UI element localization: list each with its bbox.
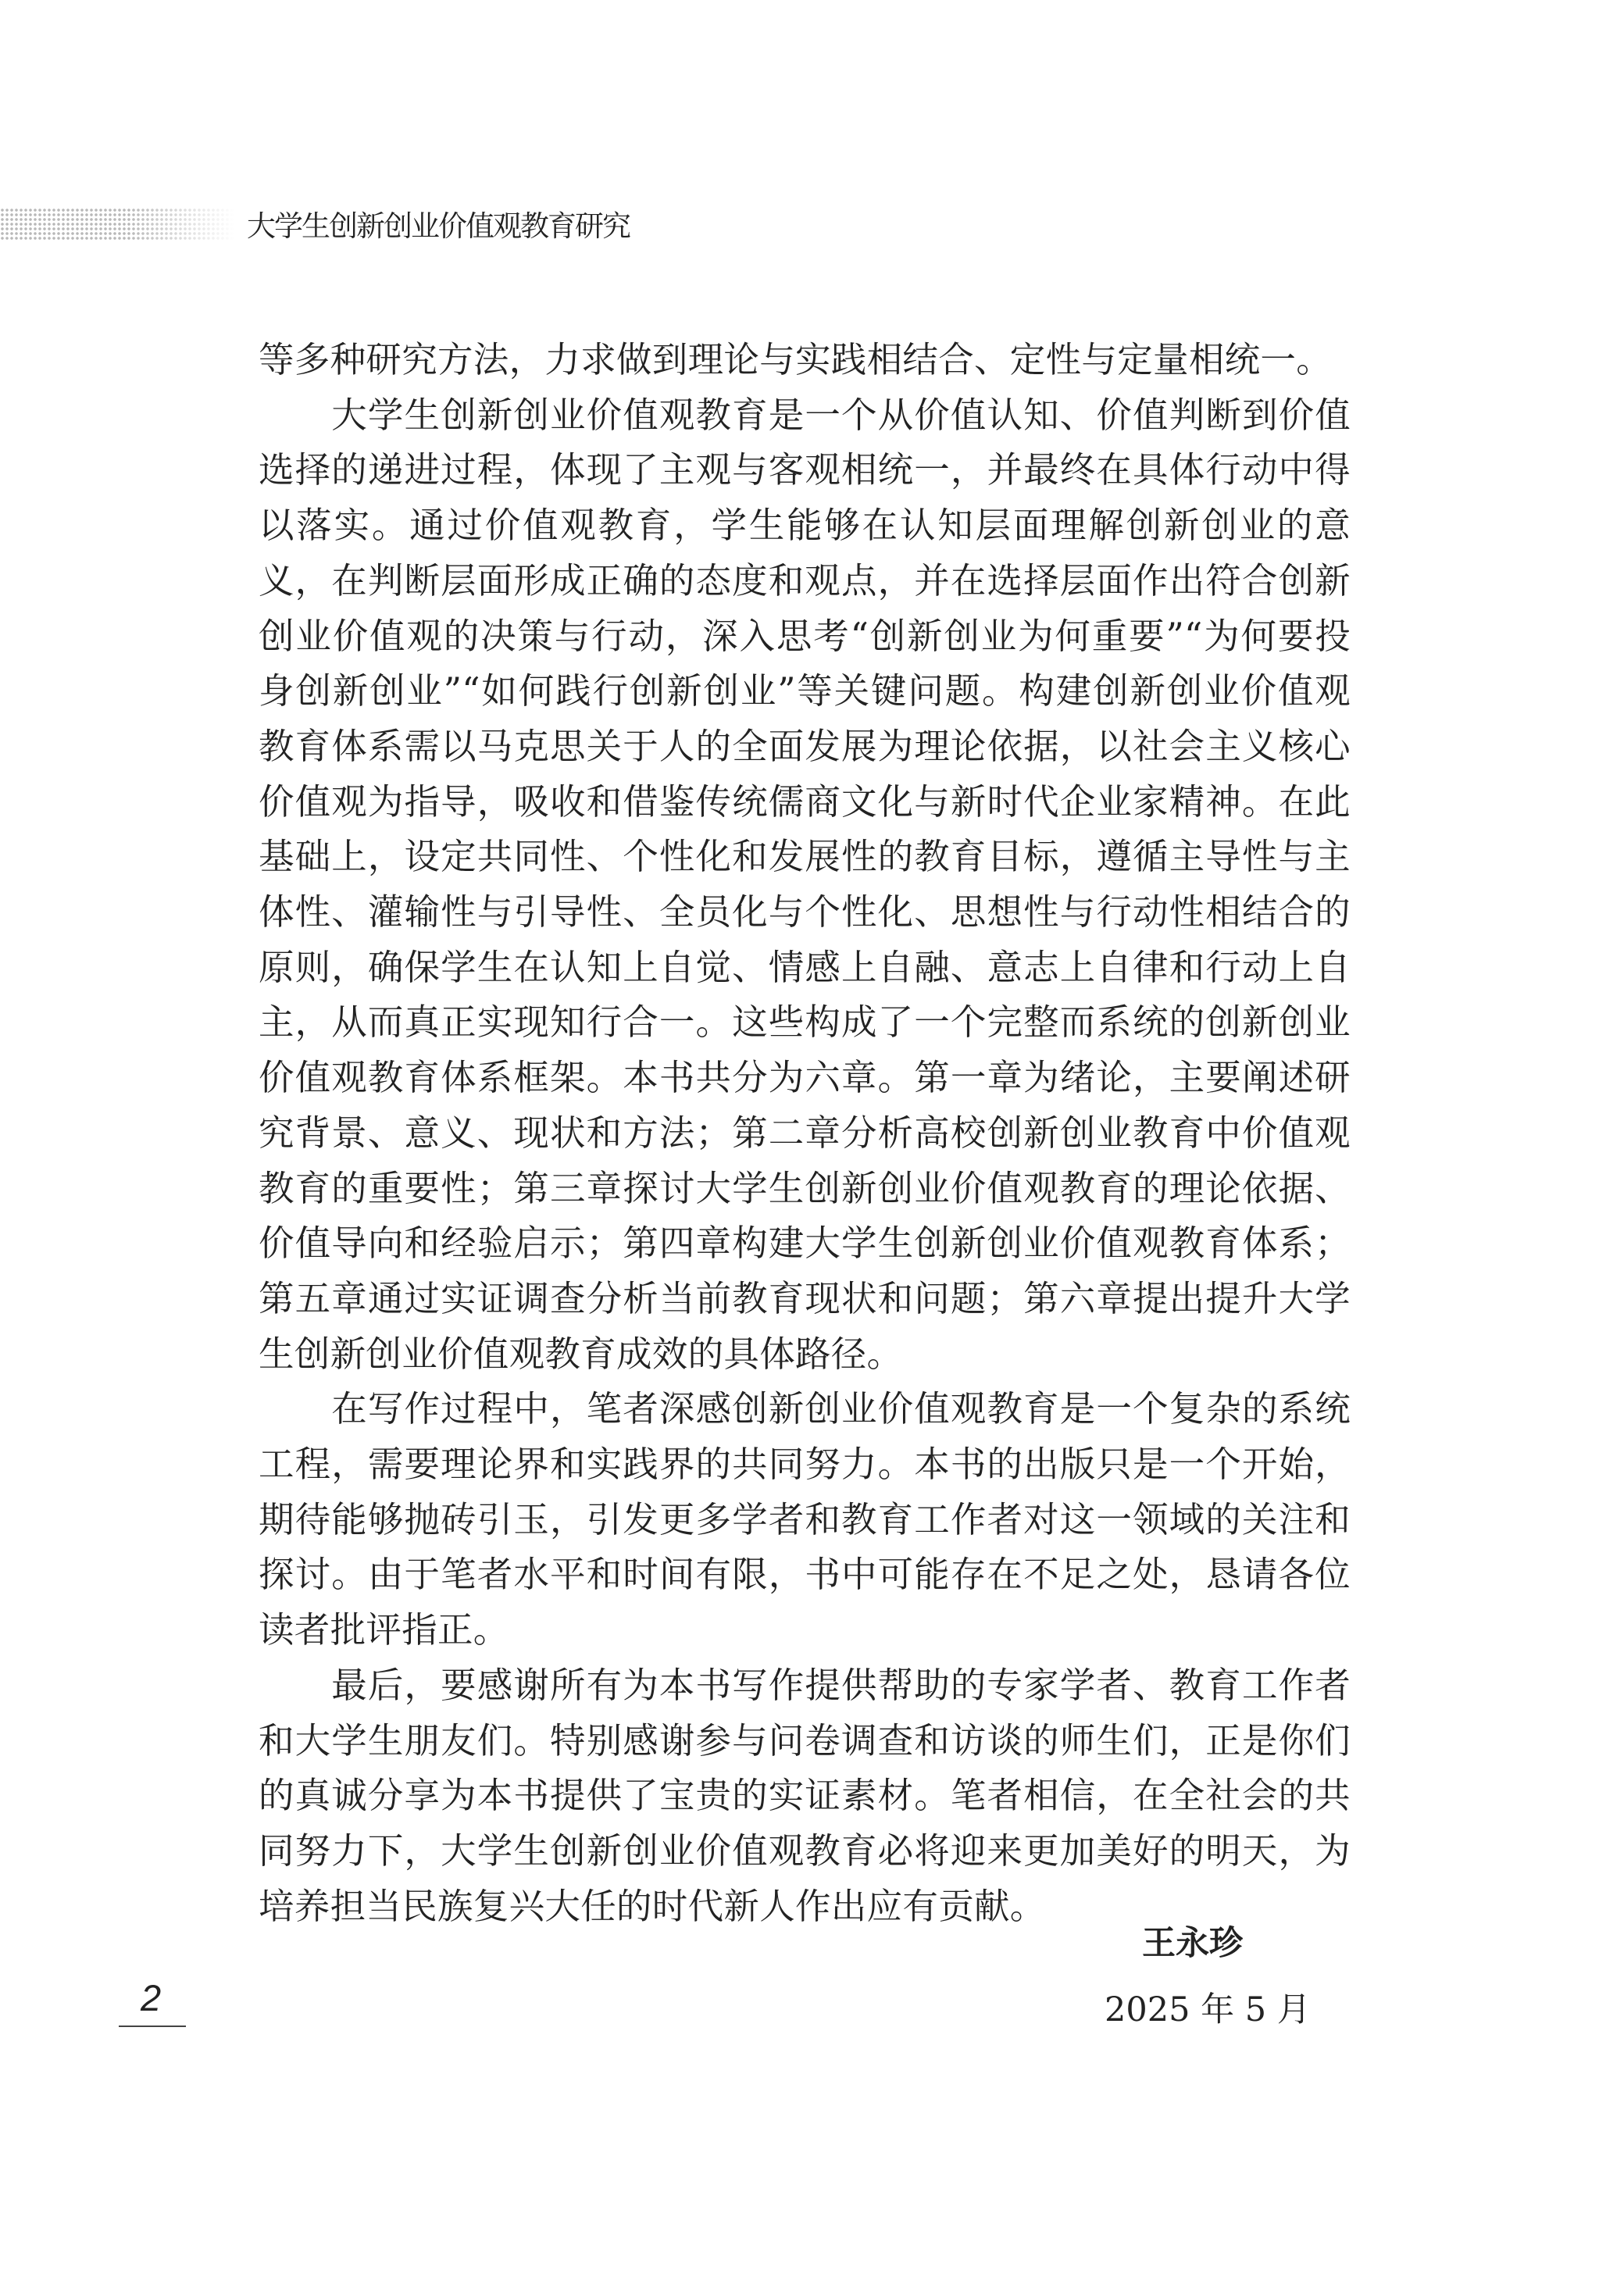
paragraph-continued: 等多种研究方法，力求做到理论与实践相结合、定性与定量相统一。: [259, 339, 1333, 380]
author-name: 王永珍: [1142, 1924, 1243, 1963]
page-number: 2: [141, 1977, 162, 2018]
signature-date: 2025 年 5 月: [1105, 1990, 1311, 2029]
header-dot-ornament: [0, 208, 234, 241]
page-number-rule: [119, 2026, 186, 2027]
running-head-title: 大学生创新创业价值观教育研究: [247, 209, 630, 243]
paragraph: 大学生创新创业价值观教育是一个从价值认知、价值判断到价值选择的递进过程，体现了主观与客观相统一，并最终在具体行动中得以落实。通过价值观教育，学生能够在认知层面理解创新创业的意义，在判断层面形成正确的态度和观点，并在选择层面作出符合创新创业价值观的决策与行动，深入思考“创新创业为何重要”“为何要投身创新创业”“如何践行创新创业”等关键问题。构建创新创业价值观教育体系需以马克思关于人的全面发展为理论依据，以社会主义核心价值观为指导，吸收和借鉴传统儒商文化与新时代企业家精神。在此基础上，设定共同性、个性化和发展性的教育目标，遵循主导性与主体性、灌输性与引导性、全员化与个性化、思想性与行动性相结合的原则，确保学生在认知上自觉、情感上自融、意志上自律和行动上自主，从而真正实现知行合一。这些构成了一个完整而系统的创新创业价值观教育体系框架。本书共分为六章。第一章为绪论，主要阐述研究背景、意义、现状和方法；第二章分析高校创新创业教育中价值观教育的重要性；第三章探讨大学生创新创业价值观教育的理论依据、价值导向和经验启示；第四章构建大学生创新创业价值观教育体系；第五章通过实证调查分析当前教育现状和问题；第六章提出提升大学生创新创业价值观教育成效的具体路径。: [259, 394, 1351, 1375]
paragraph: 在写作过程中，笔者深感创新创业价值观教育是一个复杂的系统工程，需要理论界和实践界的共同努力。本书的出版只是一个开始，期待能够抛砖引玉，引发更多学者和教育工作者对这一领域的关注和探讨。由于笔者水平和时间有限，书中可能存在不足之处，恳请各位读者批评指正。: [259, 1388, 1351, 1651]
paragraph: 最后，要感谢所有为本书写作提供帮助的专家学者、教育工作者和大学生朋友们。特别感谢参与问卷调查和访谈的师生们，正是你们的真诚分享为本书提供了宝贵的实证素材。笔者相信，在全社会的共同努力下，大学生创新创业价值观教育必将迎来更加美好的明天，为培养担当民族复兴大任的时代新人作出应有贡献。: [259, 1664, 1351, 1927]
body-text: [259, 333, 1351, 1934]
